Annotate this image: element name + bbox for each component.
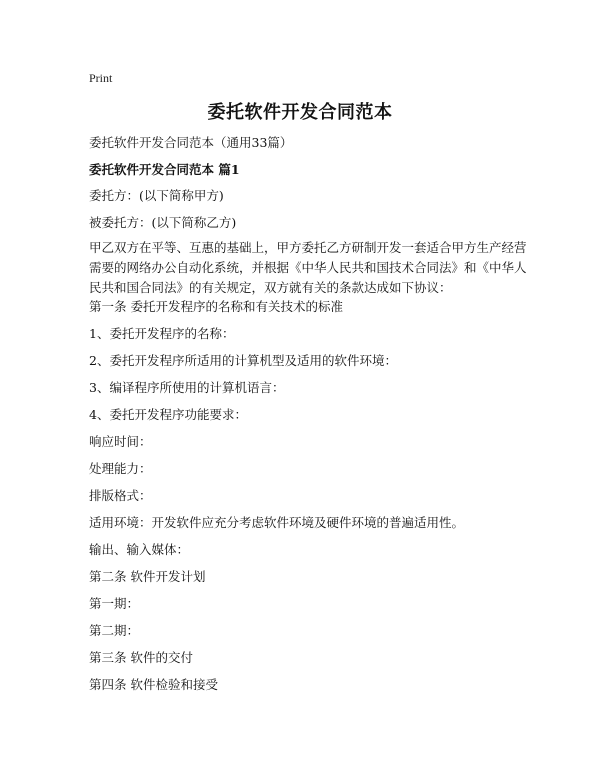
layout-format-line: 排版格式： [89,488,152,503]
print-label: Print [89,71,113,85]
item-3: 3、编译程序所使用的计算机语言： [89,380,285,395]
item-4: 4、委托开发程序功能要求： [89,407,247,422]
phase-2-line: 第二期： [89,623,140,638]
intro-paragraph: 甲乙双方在平等、互惠的基础上，甲方委托乙方研制开发一套适合甲方生产经营需要的网络办公自动化系统，并根据《中华人民共和国技术合同法》和《中华人民共和国合同法》的有关规定，双方就有关的条款达成如下协议： [89,240,527,295]
party-a-line: 委托方：(以下简称甲方) [89,188,224,203]
article-1-title: 第一条 委托开发程序的名称和有关技术的标准 [89,299,343,314]
article-2-title: 第二条 软件开发计划 [89,569,206,584]
article-4-title: 第四条 软件检验和接受 [89,677,218,692]
item-1: 1、委托开发程序的名称： [89,326,235,341]
party-b-line: 被委托方：(以下简称乙方) [89,215,237,230]
document-title: 委托软件开发合同范本 [207,102,393,123]
item-2: 2、委托开发程序所适用的计算机型及适用的软件环境： [89,353,397,368]
section-title: 委托软件开发合同范本 篇1 [89,162,240,177]
response-time-line: 响应时间： [89,434,152,449]
document-subtitle: 委托软件开发合同范本（通用33篇） [89,135,293,150]
applicable-environment-line: 适用环境：开发软件应充分考虑软件环境及硬件环境的普遍适用性。 [89,515,465,530]
article-3-title: 第三条 软件的交付 [89,650,193,665]
phase-1-line: 第一期： [89,596,140,611]
io-media-line: 输出、输入媒体： [89,542,190,557]
processing-capacity-line: 处理能力： [89,461,152,476]
